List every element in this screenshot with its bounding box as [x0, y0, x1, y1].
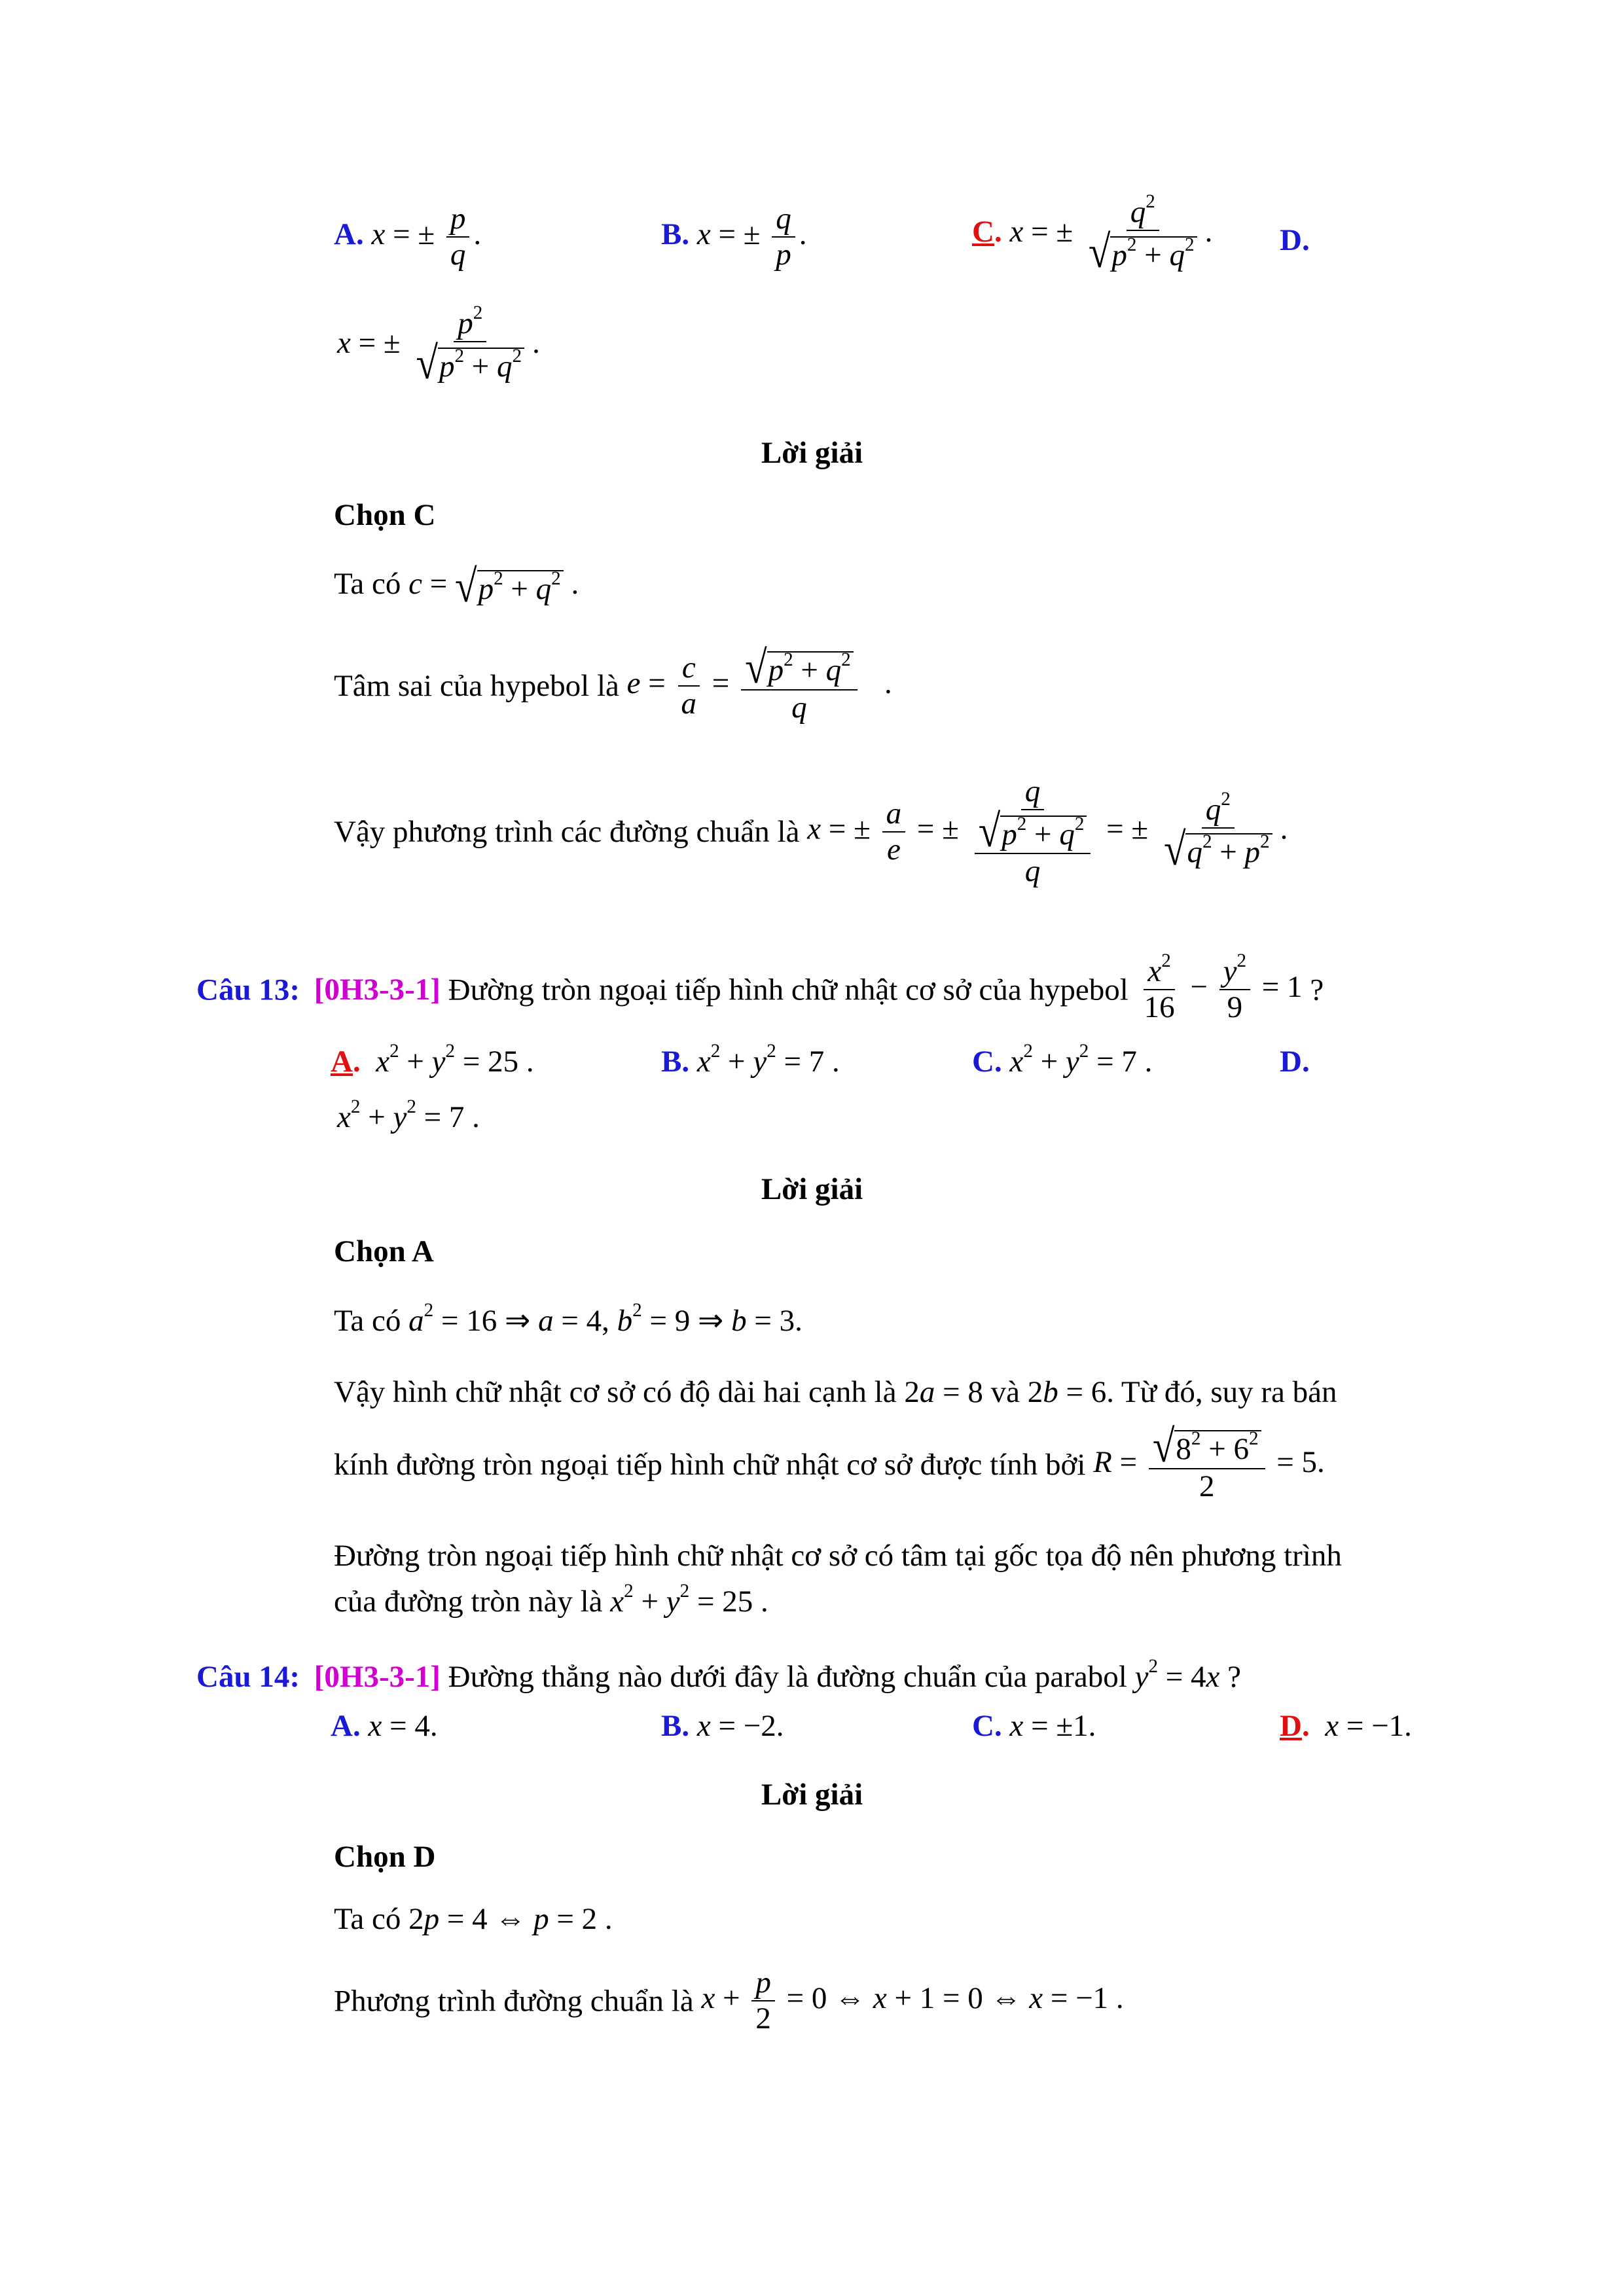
- q13-solution-line-5: của đường tròn này là $x^2 + y^2 = 25$ .: [334, 1581, 768, 1619]
- q14-solution-title: Lời giải: [761, 1778, 863, 1812]
- q13-solution-line-3: kính đường tròn ngoại tiếp hình chữ nhật cơ sở được tính bởi R = √ $8^2 + 6^2$ 2 = 5.: [334, 1421, 1325, 1504]
- question-code: [0H3-3-1]: [314, 1660, 441, 1694]
- q14-option-a[interactable]: [331, 1708, 438, 1744]
- question-number: Câu 13:: [196, 973, 300, 1007]
- q12-solution-line-3: Vậy phương trình các đường chuẩn là x = ± $\frac{a}{e}$ = ± q √ $p^2 + q^2$ q = ± $q^2$ √ $q^2 + p^2$ .: [334, 774, 1288, 889]
- q13-question: Câu 13: [0H3-3-1] Đường tròn ngoại tiếp hình chữ nhật cơ sở của hypebol $\frac{x^2}{16}$ − $\frac{y^2}{9}$ = 1 ?: [196, 950, 1324, 1025]
- math-expression: x = −2.: [696, 1709, 784, 1743]
- question-number: Câu 14:: [196, 1660, 300, 1694]
- q13-option-c[interactable]: [972, 1041, 1153, 1079]
- q13-option-d-label[interactable]: [1280, 1044, 1310, 1079]
- question-code: [0H3-3-1]: [314, 973, 441, 1007]
- math-expression: x = ± $\frac{p}{q}$ .: [371, 202, 482, 272]
- q14-option-d[interactable]: [1280, 1708, 1412, 1744]
- math-expression: $x^2 + y^2 = 25$ .: [376, 1041, 534, 1079]
- option-label: C.: [972, 1045, 1002, 1079]
- q14-solution-line-2: Phương trình đường chuẩn là x + $\frac{p}{2}$ = 0 ⇔ x + 1 = 0 ⇔ x = −1 .: [334, 1965, 1124, 2036]
- q14-question: Câu 14: [0H3-3-1] Đường thẳng nào dưới đây là đường chuẩn của parabol $y^2 = 4x$ ?: [196, 1656, 1242, 1694]
- q14-option-b[interactable]: [661, 1708, 784, 1744]
- q13-solution-line-4: Đường tròn ngoại tiếp hình chữ nhật cơ sở có tâm tại gốc tọa độ nên phương trình: [334, 1539, 1342, 1573]
- q12-chosen-answer: Chọn C: [334, 498, 436, 532]
- math-expression: x = ± $\frac{q}{p}$ .: [696, 202, 807, 272]
- option-label: D.: [1280, 223, 1310, 257]
- option-label: C.: [972, 215, 1002, 249]
- q13-chosen-answer: Chọn A: [334, 1234, 434, 1268]
- question-text: Đường thẳng nào dưới đây là đường chuẩn của parabol: [448, 1660, 1127, 1694]
- option-label: A.: [331, 1045, 361, 1079]
- math-expression: $x^2 + y^2 = 7$ .: [1009, 1041, 1153, 1079]
- q12-option-b[interactable]: [661, 203, 807, 272]
- q13-solution-title: Lời giải: [761, 1172, 863, 1206]
- math-expression: x = −1.: [1325, 1709, 1412, 1743]
- option-label: C.: [972, 1709, 1002, 1743]
- option-label: A.: [334, 217, 364, 252]
- option-label: B.: [661, 217, 690, 252]
- q13-option-b[interactable]: [661, 1041, 840, 1079]
- q12-option-c[interactable]: [972, 191, 1213, 278]
- option-label: A.: [331, 1709, 361, 1743]
- math-expression: x = ±1.: [1009, 1709, 1096, 1743]
- q12-option-a[interactable]: [334, 203, 481, 272]
- option-label: B.: [661, 1045, 690, 1079]
- q12-solution-line-1: Ta có c = √ $p^2 + q^2$ .: [334, 561, 579, 612]
- math-expression: $x^2 + y^2 = 7$ .: [696, 1041, 840, 1079]
- q13-solution-line-1: Ta có $a^2 = 16$ ⇒ a = 4, $b^2 = 9$ ⇒ b = 3.: [334, 1300, 803, 1338]
- math-expression: $y^2 = 4x$: [1134, 1656, 1220, 1694]
- q14-solution-line-1: Ta có 2p = 4 ⇔ p = 2 .: [334, 1902, 613, 1936]
- question-text: Đường tròn ngoại tiếp hình chữ nhật cơ sở của hypebol: [448, 973, 1128, 1007]
- q13-option-a[interactable]: [331, 1041, 534, 1079]
- math-expression: x = 4.: [368, 1709, 438, 1743]
- math-expression: $\frac{x^2}{16}$ − $\frac{y^2}{9}$ = 1: [1144, 950, 1303, 1025]
- option-label: B.: [661, 1709, 690, 1743]
- q12-solution-title: Lời giải: [761, 436, 863, 470]
- q12-option-d-label[interactable]: [1280, 223, 1310, 258]
- q12-solution-line-2: Tâm sai của hypebol là e = $\frac{c}{a}$ = √ $p^2 + q^2$ q .: [334, 642, 892, 725]
- q12-option-d-expression: x = ± $p^2$ √ $p^2 + q^2$ .: [337, 302, 540, 389]
- option-label: D.: [1280, 1709, 1310, 1743]
- q13-solution-line-2: Vậy hình chữ nhật cơ sở có độ dài hai cạnh là 2a = 8 và 2b = 6. Từ đó, suy ra bán: [334, 1375, 1337, 1409]
- option-label: D.: [1280, 1045, 1310, 1079]
- q14-chosen-answer: Chọn D: [334, 1840, 436, 1874]
- q14-option-c[interactable]: [972, 1708, 1096, 1744]
- q13-option-d-expression: $x^2 + y^2 = 7$ .: [337, 1096, 480, 1134]
- math-expression: x = ± $q^2$ √ $p^2 + q^2$ .: [1009, 191, 1213, 278]
